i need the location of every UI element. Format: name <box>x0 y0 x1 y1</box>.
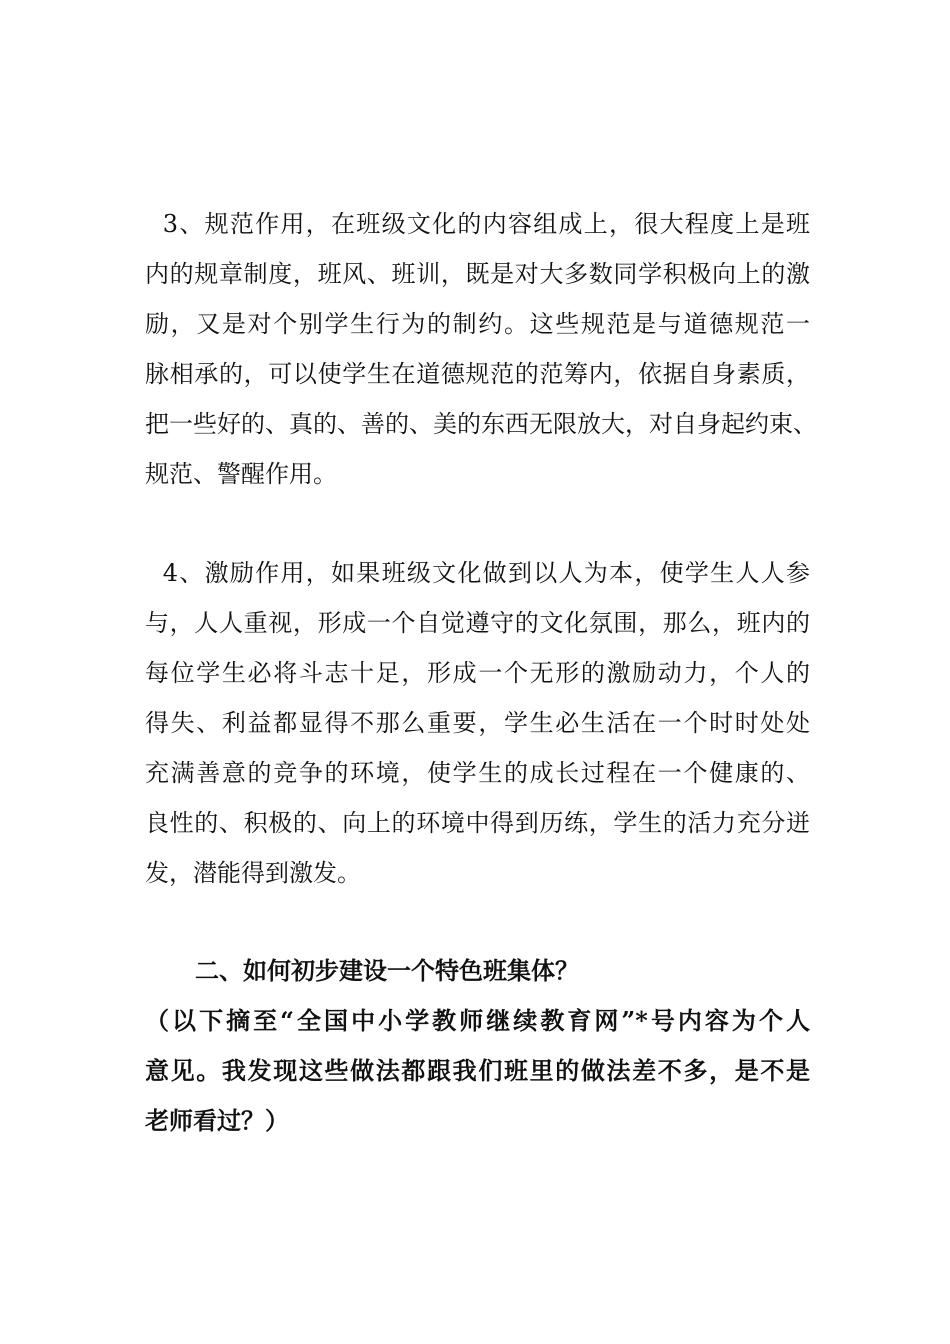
paragraph-line: 得失、利益都显得不那么重要，学生必生活在一个时时处处 <box>145 709 810 737</box>
paragraph-line: 脉相承的，可以使学生在道德规范的范筹内，依据自身素质， <box>145 360 810 388</box>
paragraph-line: 与，人人重视，形成一个自觉遵守的文化氛围，那么，班内的 <box>145 609 810 637</box>
paragraph-line: 每位学生必将斗志十足，形成一个无形的激励动力，个人的 <box>145 659 810 687</box>
paragraph-line: 3、规范作用，在班级文化的内容组成上，很大程度上是班 <box>145 210 810 238</box>
source-note <box>145 996 810 1146</box>
paragraph-line: 规范、警醒作用。 <box>145 460 337 488</box>
paragraph-line: 发，潜能得到激发。 <box>145 859 361 887</box>
paragraph-line: 良性的、积极的、向上的环境中得到历练，学生的活力充分迸 <box>145 809 810 837</box>
paragraph-normative-role <box>145 199 817 499</box>
paragraph-motivation-role <box>145 548 810 898</box>
note-line: 意见。我发现这些做法都跟我们班里的做法差不多，是不是 <box>145 1056 810 1085</box>
section-heading: 二、如何初步建设一个特色班集体？ <box>195 956 579 985</box>
paragraph-line: 充满善意的竞争的环境，使学生的成长过程在一个健康的、 <box>145 759 810 787</box>
paragraph-line: 4、激励作用，如果班级文化做到以人为本，使学生人人参 <box>145 559 810 587</box>
paragraph-line: 把一些好的、真的、善的、美的东西无限放大，对自身起约束、 <box>145 410 817 438</box>
paragraph-line: 励，又是对个别学生行为的制约。这些规范是与道德规范一 <box>145 310 810 338</box>
note-line: 老师看过？） <box>145 1106 289 1135</box>
note-line: （以下摘至“全国中小学教师继续教育网”*号内容为个人 <box>145 1006 810 1035</box>
paragraph-line: 内的规章制度，班风、班训，既是对大多数同学积极向上的激 <box>145 260 810 288</box>
